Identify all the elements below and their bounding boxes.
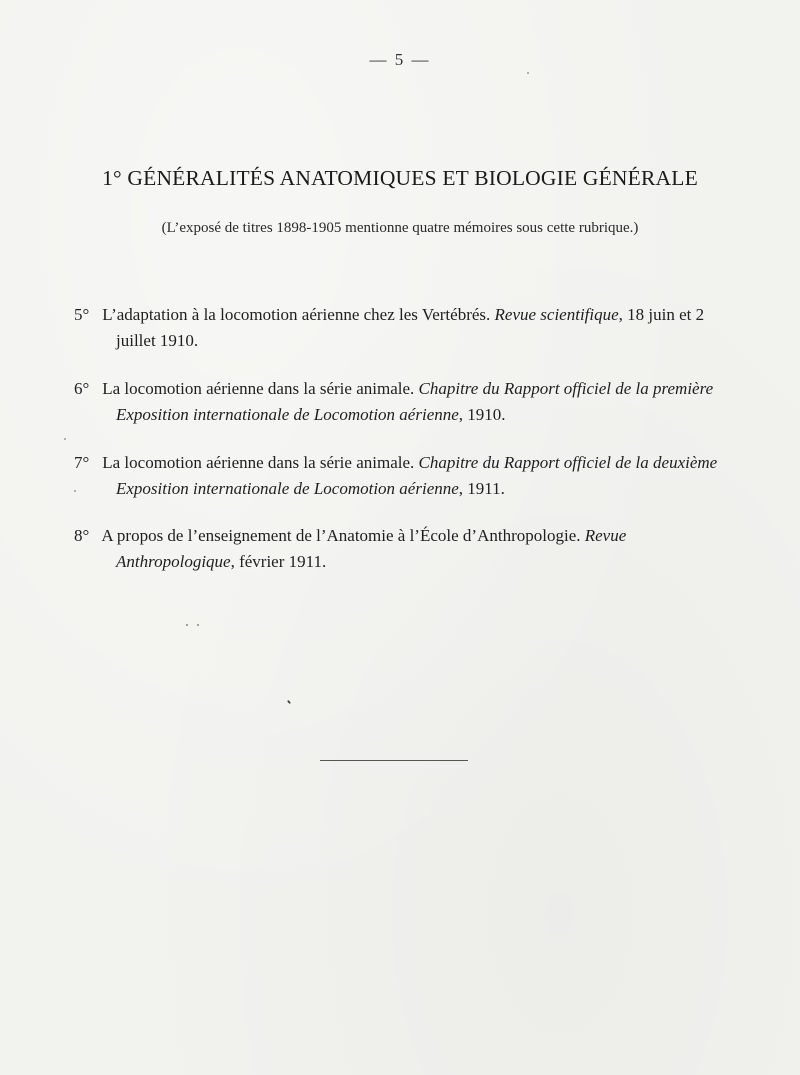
bibliography-entry [74, 523, 724, 575]
entry-date: , février 1911. [230, 552, 327, 571]
bibliography-entry [74, 376, 724, 428]
entry-title: L’adaptation à la locomotion aérienne chez les Vertébrés. [102, 305, 495, 324]
closing-rule [320, 760, 468, 761]
bibliography-entry [74, 302, 724, 354]
entry-number: 7° [74, 453, 90, 472]
entry-date: , 18 juin et 2 juillet 1910. [116, 305, 705, 350]
entry-source: Chapitre du Rapport officiel de la première Exposition internationale de Locomotion aérienne [116, 379, 714, 424]
ink-speck [197, 624, 199, 626]
section-subtitle: (L’exposé de titres 1898-1905 mentionne quatre mémoires sous cette rubrique.) [161, 220, 639, 236]
page-number: — 5 — [369, 50, 431, 69]
entry-title: A propos de l’enseignement de l’Anatomie à l’École d’Anthropologie. [101, 526, 585, 545]
entry-source: Revue Anthropologique [116, 526, 627, 571]
ink-speck [527, 72, 529, 74]
bibliography-entry [74, 450, 724, 502]
section-title: 1° GÉNÉRALITÉS ANATOMIQUES ET BIOLOGIE GÉNÉRALE [102, 166, 698, 190]
ink-speck [74, 490, 76, 492]
entry-number: 8° [74, 526, 90, 545]
entry-number: 5° [74, 305, 90, 324]
entry-source: Chapitre du Rapport officiel de la deuxième Exposition internationale de Locomotion aérienne [116, 453, 718, 498]
entry-date: , 1911. [458, 479, 505, 498]
ink-speck [186, 624, 188, 626]
entry-number: 6° [74, 379, 90, 398]
entry-title: La locomotion aérienne dans la série animale. [102, 453, 419, 472]
ink-speck [64, 438, 66, 440]
entry-title: La locomotion aérienne dans la série animale. [102, 379, 419, 398]
entry-date: , 1910. [458, 405, 506, 424]
entry-source: Revue scientifique [494, 305, 619, 324]
ink-speck [287, 700, 291, 704]
